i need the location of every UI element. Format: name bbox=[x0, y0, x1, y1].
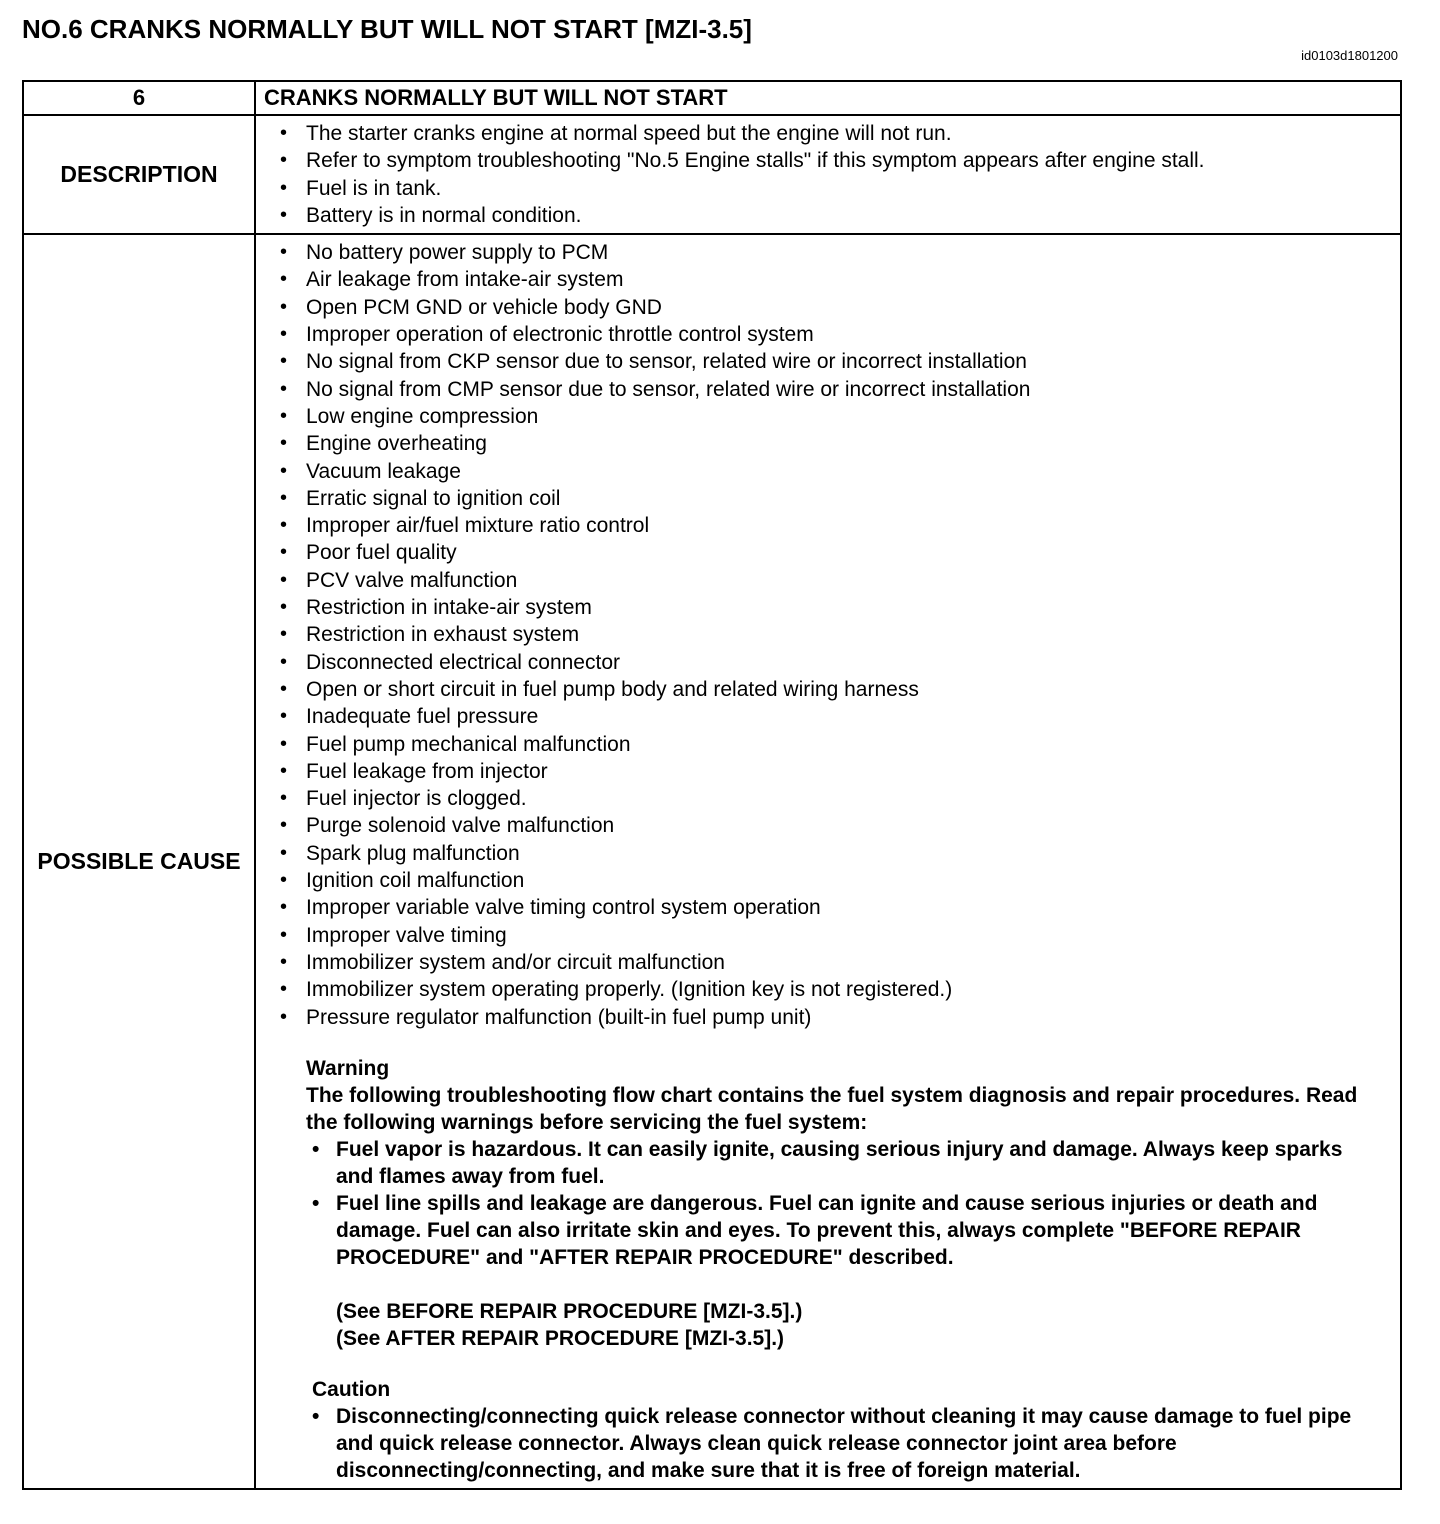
symptom-number: 6 bbox=[23, 81, 255, 115]
list-item: • Air leakage from intake-air system bbox=[280, 266, 1390, 293]
possible-cause-label: POSSIBLE CAUSE bbox=[23, 234, 255, 1489]
list-item: • No signal from CKP sensor due to sensor, related wire or incorrect installation bbox=[280, 348, 1390, 375]
caution-heading: Caution bbox=[312, 1377, 391, 1401]
description-cell bbox=[255, 115, 1401, 234]
caution-list bbox=[306, 1403, 1370, 1484]
list-item: • Engine overheating bbox=[280, 430, 1390, 457]
list-item: • Erratic signal to ignition coil bbox=[280, 485, 1390, 512]
description-row bbox=[23, 115, 1401, 234]
symptom-title: CRANKS NORMALLY BUT WILL NOT START bbox=[255, 81, 1401, 115]
document-id: id0103d1801200 bbox=[1301, 48, 1398, 63]
warning-item: • Fuel line spills and leakage are dangerous. Fuel can ignite and cause serious injuries or death and damage. Fuel can also irritate skin and eyes. To prevent this, always complete "BEFORE REPAIR PROCEDURE" and "AFTER REPAIR PROCEDURE" described. bbox=[306, 1190, 1370, 1271]
list-item: • Fuel leakage from injector bbox=[280, 758, 1390, 785]
list-item: • Inadequate fuel pressure bbox=[280, 703, 1390, 730]
list-item: • Open or short circuit in fuel pump body and related wiring harness bbox=[280, 676, 1390, 703]
list-item: • Disconnected electrical connector bbox=[280, 649, 1390, 676]
list-item: • Spark plug malfunction bbox=[280, 840, 1390, 867]
warning-list bbox=[306, 1136, 1370, 1271]
list-item: • Purge solenoid valve malfunction bbox=[280, 812, 1390, 839]
list-item: • Improper variable valve timing control system operation bbox=[280, 894, 1390, 921]
page-title: NO.6 CRANKS NORMALLY BUT WILL NOT START [MZI-3.5] bbox=[22, 14, 752, 44]
list-item: • Poor fuel quality bbox=[280, 539, 1390, 566]
list-item: • Fuel is in tank. bbox=[280, 175, 1390, 202]
symptom-table bbox=[22, 80, 1402, 1490]
list-item: • Fuel pump mechanical malfunction bbox=[280, 731, 1390, 758]
list-item: • Immobilizer system and/or circuit malfunction bbox=[280, 949, 1390, 976]
notes-block bbox=[256, 1055, 1400, 1488]
possible-cause-row bbox=[23, 234, 1401, 1489]
list-item: • PCV valve malfunction bbox=[280, 567, 1390, 594]
list-item: • Ignition coil malfunction bbox=[280, 867, 1390, 894]
list-item: • Pressure regulator malfunction (built-in fuel pump unit) bbox=[280, 1004, 1390, 1031]
list-item: • Improper air/fuel mixture ratio control bbox=[280, 512, 1390, 539]
list-item: • Fuel injector is clogged. bbox=[280, 785, 1390, 812]
list-item: • No signal from CMP sensor due to sensor, related wire or incorrect installation bbox=[280, 376, 1390, 403]
list-item: • Improper valve timing bbox=[280, 922, 1390, 949]
list-item: • Battery is in normal condition. bbox=[280, 202, 1390, 229]
list-item: • Restriction in exhaust system bbox=[280, 621, 1390, 648]
list-item: • No battery power supply to PCM bbox=[280, 239, 1390, 266]
caution-item: • Disconnecting/connecting quick release connector without cleaning it may cause damage to fuel pipe and quick release connector. Always clean quick release connector joint area before disconnecting/connecting, and make sure that it is free of foreign material. bbox=[306, 1403, 1370, 1484]
description-label: DESCRIPTION bbox=[23, 115, 255, 234]
see-references bbox=[306, 1298, 1370, 1352]
list-item: • Low engine compression bbox=[280, 403, 1390, 430]
warning-text: The following troubleshooting flow chart contains the fuel system diagnosis and repair procedures. Read the following warnings before servicing the fuel system: bbox=[306, 1083, 1358, 1134]
table-header-row bbox=[23, 81, 1401, 115]
list-item: • Refer to symptom troubleshooting "No.5 Engine stalls" if this symptom appears after engine stall. bbox=[280, 147, 1390, 174]
list-item: • Improper operation of electronic throttle control system bbox=[280, 321, 1390, 348]
list-item: • Restriction in intake-air system bbox=[280, 594, 1390, 621]
see-before-repair-link[interactable]: (See BEFORE REPAIR PROCEDURE [MZI-3.5].) bbox=[336, 1299, 803, 1323]
possible-cause-cell bbox=[255, 234, 1401, 1489]
list-item: • The starter cranks engine at normal speed but the engine will not run. bbox=[280, 120, 1390, 147]
warning-item: • Fuel vapor is hazardous. It can easily ignite, causing serious injury and damage. Always keep sparks and flames away from fuel. bbox=[306, 1136, 1370, 1190]
see-after-repair-link[interactable]: (See AFTER REPAIR PROCEDURE [MZI-3.5].) bbox=[336, 1326, 785, 1350]
description-list bbox=[256, 120, 1400, 229]
list-item: • Open PCM GND or vehicle body GND bbox=[280, 294, 1390, 321]
list-item: • Vacuum leakage bbox=[280, 458, 1390, 485]
possible-cause-list bbox=[256, 239, 1400, 1031]
warning-heading: Warning bbox=[306, 1056, 390, 1080]
list-item: • Immobilizer system operating properly. (Ignition key is not registered.) bbox=[280, 976, 1390, 1003]
